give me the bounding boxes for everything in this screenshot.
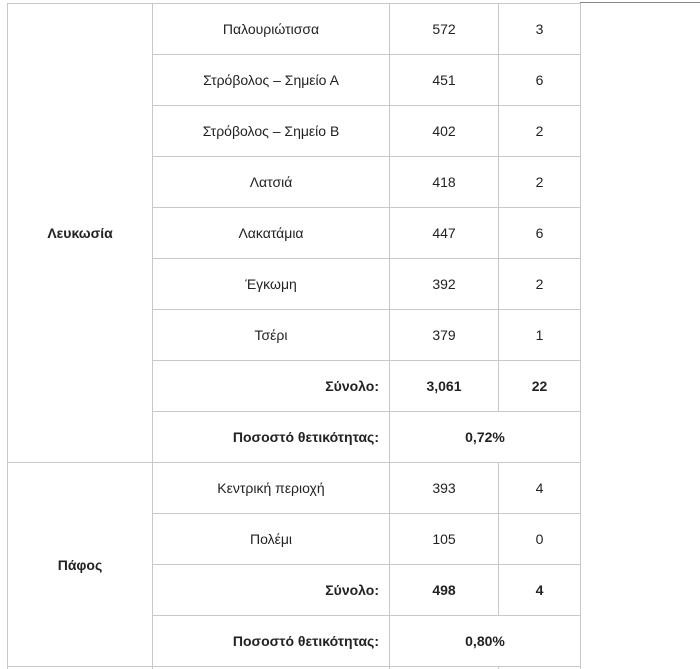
total-tests: 498: [390, 565, 499, 616]
positives-cell: 1: [499, 310, 581, 361]
tests-cell: 105: [390, 514, 499, 565]
total-tests: 3,061: [390, 361, 499, 412]
total-label: Σύνολο:: [153, 361, 390, 412]
rate-value: 0,72%: [390, 412, 581, 463]
area-cell: Κεντρική περιοχή: [153, 463, 390, 514]
horizontal-rule: [580, 2, 700, 3]
total-positives: 22: [499, 361, 581, 412]
region-cell-nicosia: Λευκωσία: [8, 4, 153, 463]
area-cell: Λακατάμια: [153, 208, 390, 259]
tests-cell: 379: [390, 310, 499, 361]
positives-cell: 4: [499, 463, 581, 514]
positives-cell: 6: [499, 55, 581, 106]
tests-cell: 392: [390, 259, 499, 310]
region-cell-paphos: Πάφος: [8, 463, 153, 667]
positives-cell: 2: [499, 157, 581, 208]
area-cell: Λατσιά: [153, 157, 390, 208]
tests-cell: 572: [390, 4, 499, 55]
area-cell: Παλουριώτισσα: [153, 4, 390, 55]
area-cell: Πολέμι: [153, 514, 390, 565]
rate-label: Ποσοστό θετικότητας:: [153, 412, 390, 463]
tests-cell: 402: [390, 106, 499, 157]
positives-cell: 6: [499, 208, 581, 259]
tests-cell: 451: [390, 55, 499, 106]
rate-label: Ποσοστό θετικότητας:: [153, 616, 390, 667]
results-table: [7, 3, 581, 669]
positives-cell: 0: [499, 514, 581, 565]
tests-cell: 393: [390, 463, 499, 514]
rate-value: 0,80%: [390, 616, 581, 667]
positives-cell: 2: [499, 259, 581, 310]
positives-cell: 3: [499, 4, 581, 55]
table-row: [8, 4, 581, 55]
tests-cell: 418: [390, 157, 499, 208]
area-cell: Έγκωμη: [153, 259, 390, 310]
table-row: [8, 463, 581, 514]
area-cell: Τσέρι: [153, 310, 390, 361]
positives-cell: 2: [499, 106, 581, 157]
total-label: Σύνολο:: [153, 565, 390, 616]
area-cell: Στρόβολος – Σημείο Β: [153, 106, 390, 157]
total-positives: 4: [499, 565, 581, 616]
area-cell: Στρόβολος – Σημείο Α: [153, 55, 390, 106]
tests-cell: 447: [390, 208, 499, 259]
